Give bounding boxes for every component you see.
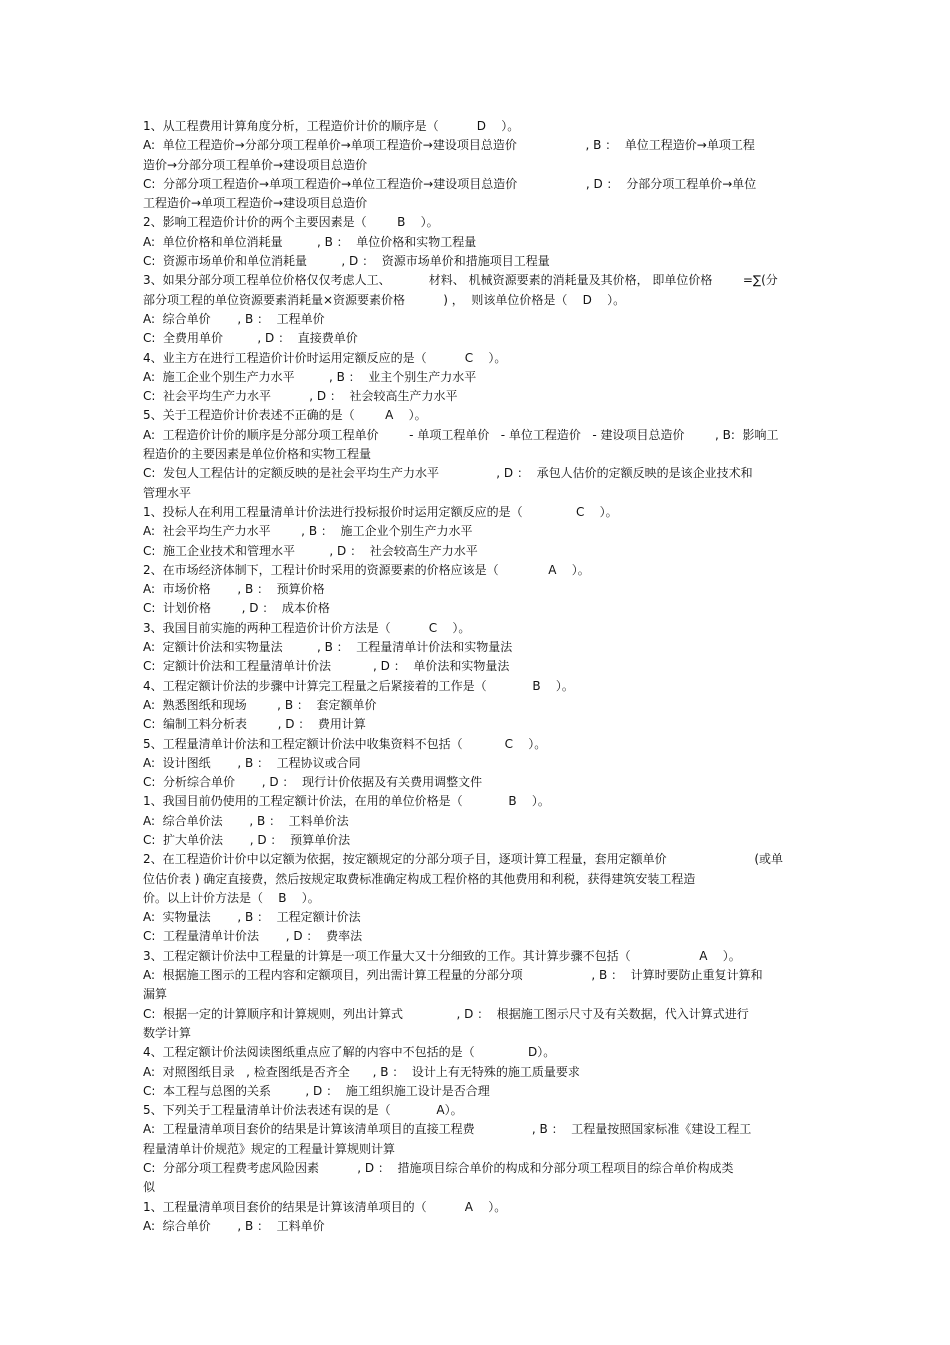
text-line: A: 定额计价法和实物量法 , B ： 工程量清单计价法和实物量法 [143, 640, 513, 655]
text-line: 2、在市场经济体制下，工程计价时采用的资源要素的价格应该是（ A ）。 [143, 562, 590, 577]
text-line: C: 定额计价法和工程量清单计价法 , D ： 单价法和实物量法 [143, 659, 510, 674]
text-line: A: 设计图纸 , B ： 工程协议或合同 [143, 755, 361, 770]
text-line: 程量清单计价规范》规定的工程量计算规则计算 [143, 1141, 396, 1156]
text-line: A: 单位工程造价→分部分项工程单价→单项工程造价→建设项目总造价 , B ： 单位工程造价→单项工程 [143, 138, 755, 153]
text-line: 漏算 [143, 987, 168, 1002]
text-line: A: 单位价格和单位消耗量 , B ： 单位价格和实物工程量 [143, 234, 477, 249]
text-line: 5、关于工程造价计价表述不正确的是（ A ）。 [143, 408, 427, 423]
text-line: C: 编制工料分析表 , D ： 费用计算 [143, 717, 366, 732]
text-line: 部分项工程的单位资源要素消耗量×资源要素价格 ) ， 则该单位价格是（ D ）。 [143, 292, 626, 307]
text-line: C: 工程量清单计价法 , D ： 费率法 [143, 929, 363, 944]
text-line: C: 分部分项工程费考虑风险因素 , D ： 措施项目综合单价的构成和分部分项工程项目的综合单价构成类 [143, 1161, 734, 1176]
text-line: A: 社会平均生产力水平 , B ： 施工企业个别生产力水平 [143, 524, 473, 539]
text-line: C: 分部分项工程造价→单项工程造价→单位工程造价→建设项目总造价 , D ： 分部分项工程单价→单位 [143, 176, 757, 191]
text-line: 4、业主方在进行工程造价计价时运用定额反应的是（ C ）。 [143, 350, 507, 365]
text-line: A: 工程造价计价的顺序是分部分项工程单价 - 单项工程单价 - 单位工程造价 - 建设项目总造价 , B: 影响工 [143, 427, 779, 442]
text-line: C: 计划价格 , D ： 成本价格 [143, 601, 330, 616]
text-line: 3、工程定额计价法中工程量的计算是一项工作量大又十分细致的工作。其计算步骤不包括（ A ）。 [143, 948, 741, 963]
text-line: C: 本工程与总图的关系 , D ： 施工组织施工设计是否合理 [143, 1083, 490, 1098]
text-line: 5、工程量清单计价法和工程定额计价法中收集资料不包括（ C ）。 [143, 736, 547, 751]
text-line: A: 对照图纸目录 , 检查图纸是否齐全 , B ： 设计上有无特殊的施工质量要求 [143, 1064, 580, 1079]
text-line: C: 资源市场单价和单位消耗量 , D ： 资源市场单价和措施项目工程量 [143, 254, 550, 269]
text-line: 4、工程定额计价法的步骤中计算完工程量之后紧接着的工作是（ B ）。 [143, 678, 574, 693]
text-line: C: 分析综合单价 , D ： 现行计价依据及有关费用调整文件 [143, 775, 483, 790]
text-line: 价。以上计价方法是（ B ）。 [143, 890, 320, 905]
text-line: A: 施工企业个别生产力水平 , B ： 业主个别生产力水平 [143, 369, 477, 384]
text-line: 3、我国目前实施的两种工程造价计价方法是（ C ）。 [143, 620, 471, 635]
text-line: A: 综合单价 , B ： 工程单价 [143, 311, 325, 326]
text-line: 程造价的主要因素是单位价格和实物工程量 [143, 447, 372, 462]
text-line: 管理水平 [143, 485, 192, 500]
text-line: C: 全费用单价 , D ： 直接费单价 [143, 331, 358, 346]
text-line: 造价→分部分项工程单价→建设项目总造价 [143, 157, 368, 172]
text-line: A: 工程量清单项目套价的结果是计算该清单项目的直接工程费 , B ： 工程量按照国家标准《建设工程工 [143, 1122, 752, 1137]
text-line: A: 熟悉图纸和现场 , B ： 套定额单价 [143, 697, 377, 712]
text-line: C: 施工企业技术和管理水平 , D ： 社会较高生产力水平 [143, 543, 478, 558]
text-line: A: 实物量法 , B ： 工程定额计价法 [143, 910, 361, 925]
text-line: 1、我国目前仍使用的工程定额计价法，在用的单位价格是（ B ）。 [143, 794, 550, 809]
text-line: 1、工程量清单项目套价的结果是计算该清单项目的（ A ）。 [143, 1199, 507, 1214]
text-line: C: 根据一定的计算顺序和计算规则，列出计算式 , D ： 根据施工图示尺寸及有关数据，代入计算式进行 [143, 1006, 749, 1021]
text-line: A: 综合单价 , B ： 工料单价 [143, 1218, 325, 1233]
text-line: 工程造价→单项工程造价→建设项目总造价 [143, 196, 368, 211]
text-line: 位估价表 ) 确定直接费，然后按规定取费标准确定构成工程价格的其他费用和利税，获得建筑安装工程造 [143, 871, 696, 886]
text-line: C: 发包人工程估计的定额反映的是社会平均生产力水平 , D ： 承包人估价的定额反映的是该企业技术和 [143, 466, 753, 481]
text-line: A: 根据施工图示的工程内容和定额项目，列出需计算工程量的分部分项 , B ： 计算时要防止重复计算和 [143, 968, 763, 983]
text-line: 2、在工程造价计价中以定额为依据，按定额规定的分部分项子目，逐项计算工程量，套用定额单价 (或单 [143, 852, 784, 867]
text-line: C: 扩大单价法 , D ： 预算单价法 [143, 832, 351, 847]
text-line: C: 社会平均生产力水平 , D ： 社会较高生产力水平 [143, 389, 458, 404]
text-line: 4、工程定额计价法阅读图纸重点应了解的内容中不包括的是（ D）。 [143, 1045, 556, 1060]
text-line: 3、如果分部分项工程单位价格仅仅考虑人工、 材料、 机械资源要素的消耗量及其价格， 即单位价格 =∑(分 [143, 273, 778, 288]
text-line: 数学计算 [143, 1025, 192, 1040]
text-line: 似 [143, 1180, 156, 1195]
text-line: 2、影响工程造价计价的两个主要因素是（ B ）。 [143, 215, 439, 230]
text-line: 1、从工程费用计算角度分析，工程造价计价的顺序是（ D ）。 [143, 119, 520, 133]
text-line: A: 市场价格 , B ： 预算价格 [143, 582, 325, 597]
question-list [143, 117, 809, 1236]
text-line: A: 综合单价法 , B ： 工料单价法 [143, 813, 349, 828]
text-line: 1、投标人在利用工程量清单计价法进行投标报价时运用定额反应的是（ C ）。 [143, 504, 618, 519]
text-line: 5、下列关于工程量清单计价法表述有误的是（ A）。 [143, 1103, 463, 1118]
